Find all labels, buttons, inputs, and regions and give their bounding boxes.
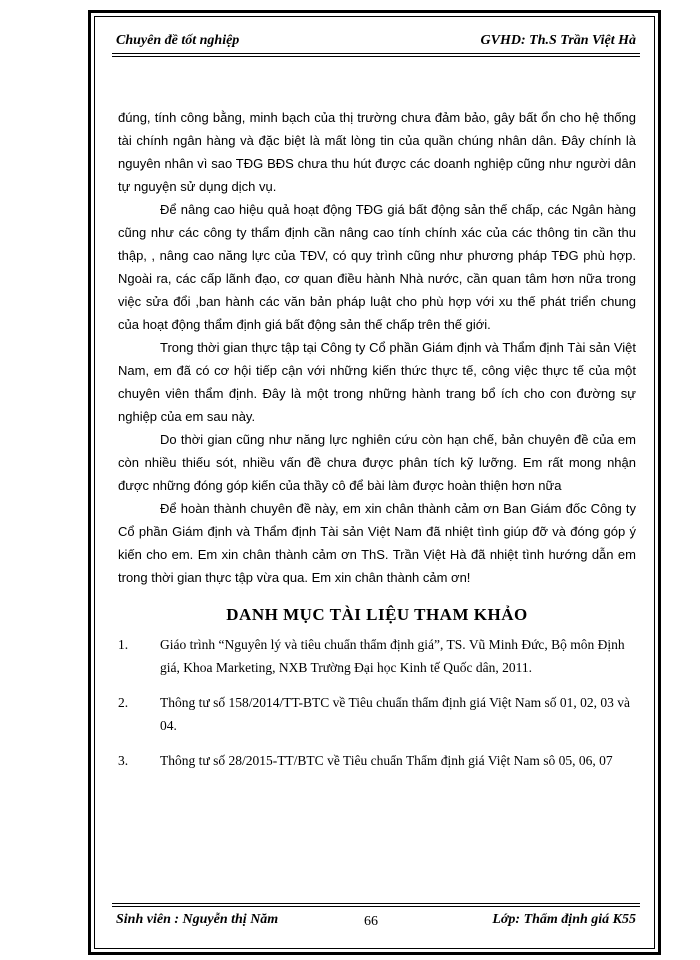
- header-rule-double: [112, 56, 640, 57]
- reference-text: Thông tư số 158/2014/TT-BTC về Tiêu chuẩn thẩm định giá Việt Nam số 01, 02, 03 và 04.: [160, 695, 630, 733]
- footer-rule: [112, 903, 640, 904]
- paragraph: Để nâng cao hiệu quả hoạt động TĐG giá bất động sản thế chấp, các Ngân hàng cũng như các công ty thẩm định cần nâng cao tính chính xác của các thông tin cần thu thập, , nâng cao năng lực của TĐV, có quy trình cũng như phương pháp TĐG phù hợp. Ngoài ra, các cấp lãnh đạo, cơ quan điều hành Nhà nước, cần quan tâm hơn nữa trong việc sửa đổi ,ban hành các văn bản pháp luật cho phù hợp với xu thế phát triển chung của hoạt động thẩm định giá bất động sản thế chấp trên thế giới.: [118, 202, 636, 332]
- paragraph: Do thời gian cũng như năng lực nghiên cứu còn hạn chế, bản chuyên đề của em còn nhiều thiếu sót, nhiều vấn đề chưa được phân tích kỹ lưỡng. Em rất mong nhận được những đóng góp kiến của thầy cô để bài làm được hoàn thiện hơn nữa: [118, 432, 636, 493]
- footer-rule-double: [112, 906, 640, 907]
- page-footer: [116, 912, 636, 928]
- reference-text: Giáo trình “Nguyên lý và tiêu chuẩn thẩm định giá”, TS. Vũ Minh Đức, Bộ môn Định giá, Khoa Marketing, NXB Trường Đại học Kinh tế Quốc dân, 2011.: [160, 637, 625, 675]
- header-rule: [112, 53, 640, 54]
- reference-text: Thông tư số 28/2015-TT/BTC về Tiêu chuẩn Thẩm định giá Việt Nam sô 05, 06, 07: [160, 753, 613, 768]
- header-advisor: GVHD: Th.S Trần Việt Hà: [480, 33, 636, 48]
- reference-number: 3.: [118, 753, 129, 768]
- document-body: [118, 106, 636, 784]
- reference-item: [118, 691, 636, 737]
- reference-number: 2.: [118, 695, 129, 710]
- header-title: Chuyên đề tốt nghiệp: [116, 33, 240, 48]
- reference-item: [118, 633, 636, 679]
- page-header: [116, 33, 636, 49]
- paragraph: Để hoàn thành chuyên đề này, em xin chân thành cảm ơn Ban Giám đốc Công ty Cổ phần Giám định và Thẩm định Tài sản Việt Nam đã nhiệt tình giúp đỡ và đóng góp ý kiến cho em. Em xin chân thành cảm ơn ThS. Trần Việt Hà đã nhiệt tình hướng dẫn em trong thời gian thực tập vừa qua. Em xin chân thành cảm ơn!: [118, 501, 636, 585]
- reference-item: [118, 749, 636, 772]
- references-heading: DANH MỤC TÀI LIỆU THAM KHẢO: [226, 605, 528, 624]
- page-number: 66: [364, 914, 378, 929]
- footer-student: Sinh viên : Nguyễn thị Năm: [116, 912, 279, 927]
- footer-class: Lớp: Thẩm định giá K55: [492, 912, 636, 927]
- reference-number: 1.: [118, 637, 129, 652]
- paragraph: Trong thời gian thực tập tại Công ty Cổ phần Giám định và Thẩm định Tài sản Việt Nam, em đã có cơ hội tiếp cận với những kiến thức thực tế, công việc thực tế của một chuyên viên thẩm định. Đây là một trong những hành trang bổ ích cho con đường sự nghiệp của em sau này.: [118, 340, 636, 424]
- paragraph: đúng, tính công bằng, minh bạch của thị trường chưa đảm bảo, gây bất ổn cho hệ thống tài chính ngân hàng và đặc biệt là mất lòng tin của quần chúng nhân dân. Đây chính là nguyên nhân vì sao TĐG BĐS chưa thu hút được các doanh nghiệp cũng như người dân tự nguyện sử dụng dịch vụ.: [118, 110, 636, 194]
